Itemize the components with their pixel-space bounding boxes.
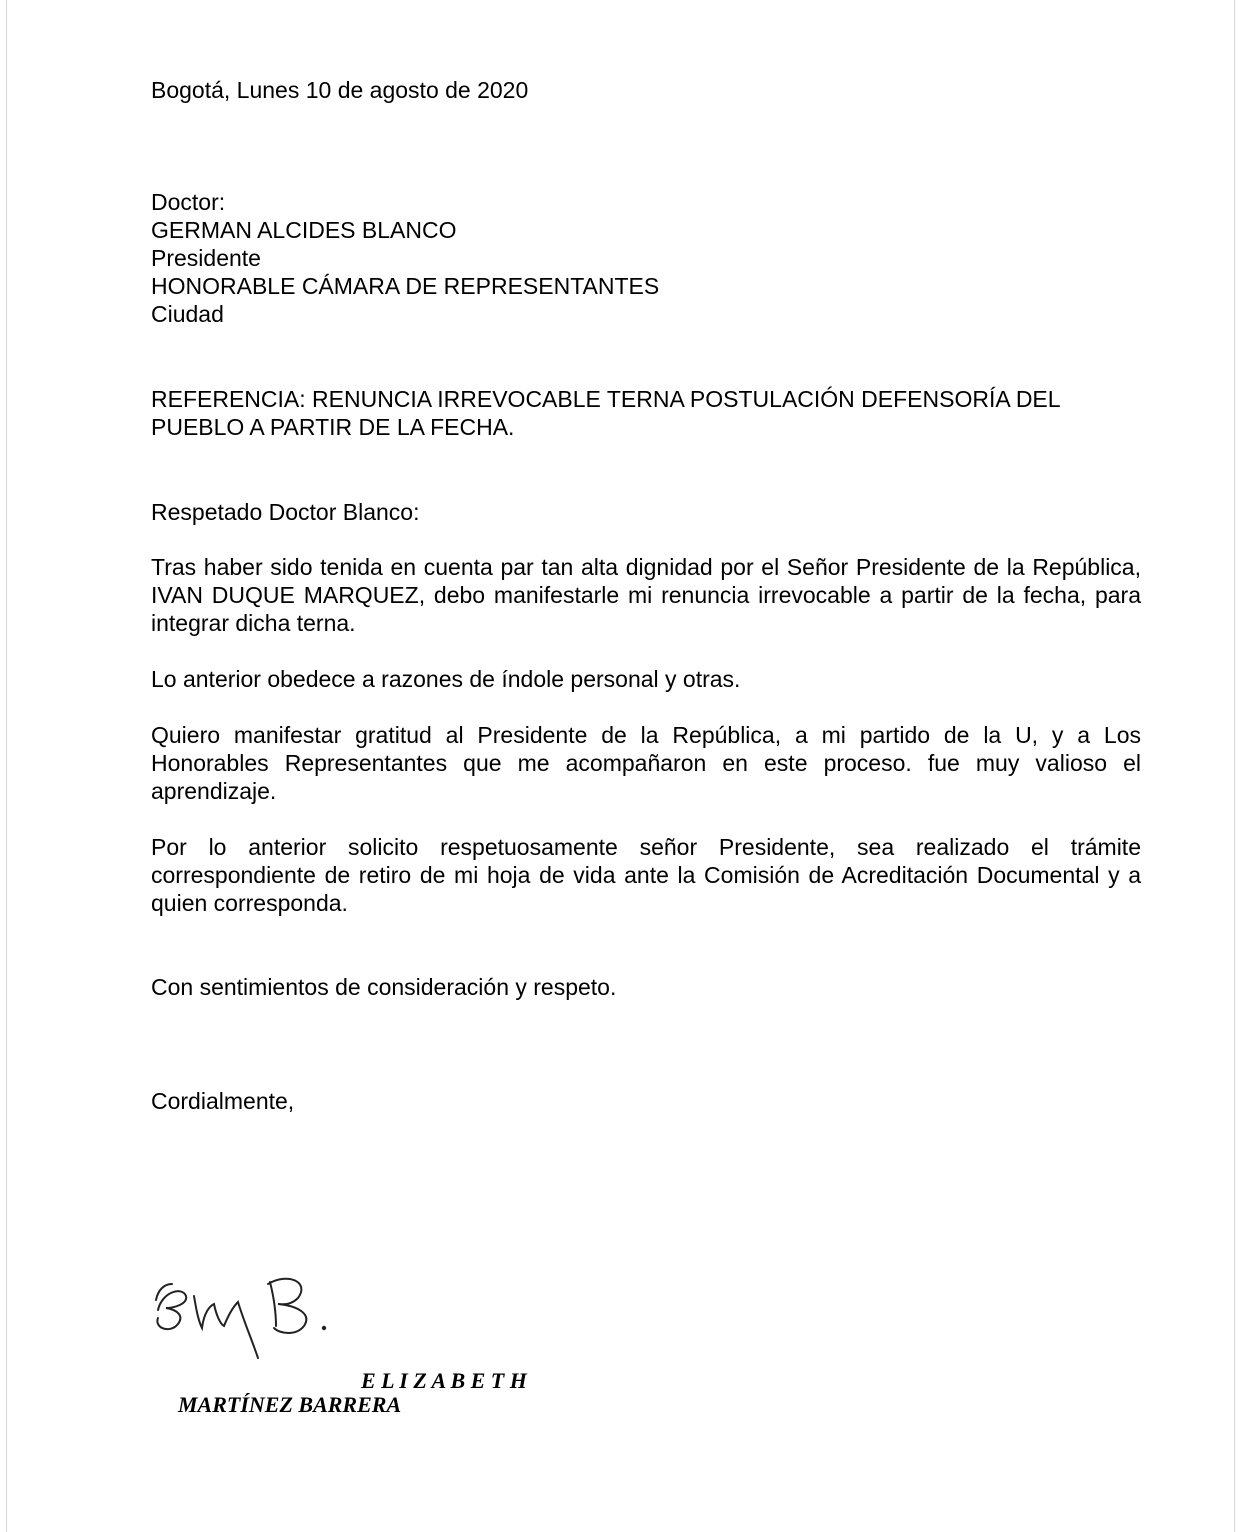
paragraph-4: Por lo anterior solicito respetuosamente señor Presidente, sea realizado el trámite correspondiente de retiro de mi hoja de vida ante la Comisión de Acreditación Documental y a quien corresponda. bbox=[151, 834, 1141, 916]
signatory-first-name: E L I Z A B E T H bbox=[361, 1368, 527, 1393]
recipient-position: Presidente bbox=[151, 245, 261, 271]
reference-line-2: PUEBLO A PARTIR DE LA FECHA. bbox=[151, 414, 515, 440]
valediction: Cordialmente, bbox=[151, 1088, 295, 1114]
paragraph-3: Quiero manifestar gratitud al Presidente de la República, a mi partido de la U, y a Los Honorables Representantes que me acompañaron en este proceso. fue muy valioso el aprendizaje. bbox=[151, 722, 1141, 804]
closing-line: Con sentimientos de consideración y respeto. bbox=[151, 974, 617, 1000]
paragraph-1: Tras haber sido tenida en cuenta par tan alta dignidad por el Señor Presidente de la República, IVAN DUQUE MARQUEZ, debo manifestarle mi renuncia irrevocable a partir de la fecha, para integrar dicha terna. bbox=[151, 554, 1141, 636]
reference-line-1: REFERENCIA: RENUNCIA IRREVOCABLE TERNA POSTULACIÓN DEFENSORÍA DEL bbox=[151, 386, 1061, 412]
recipient-institution: HONORABLE CÁMARA DE REPRESENTANTES bbox=[151, 273, 660, 299]
date-line: Bogotá, Lunes 10 de agosto de 2020 bbox=[151, 77, 529, 103]
paragraph-2: Lo anterior obedece a razones de índole personal y otras. bbox=[151, 666, 741, 692]
page-edge-left bbox=[6, 0, 7, 1532]
greeting: Respetado Doctor Blanco: bbox=[151, 499, 420, 525]
page-edge-right bbox=[1234, 0, 1235, 1532]
signatory-surnames: MARTÍNEZ BARRERA bbox=[178, 1392, 402, 1417]
recipient-title: Doctor: bbox=[151, 189, 226, 215]
recipient-city: Ciudad bbox=[151, 301, 224, 327]
recipient-name: GERMAN ALCIDES BLANCO bbox=[151, 217, 457, 243]
handwritten-signature bbox=[148, 1262, 368, 1367]
